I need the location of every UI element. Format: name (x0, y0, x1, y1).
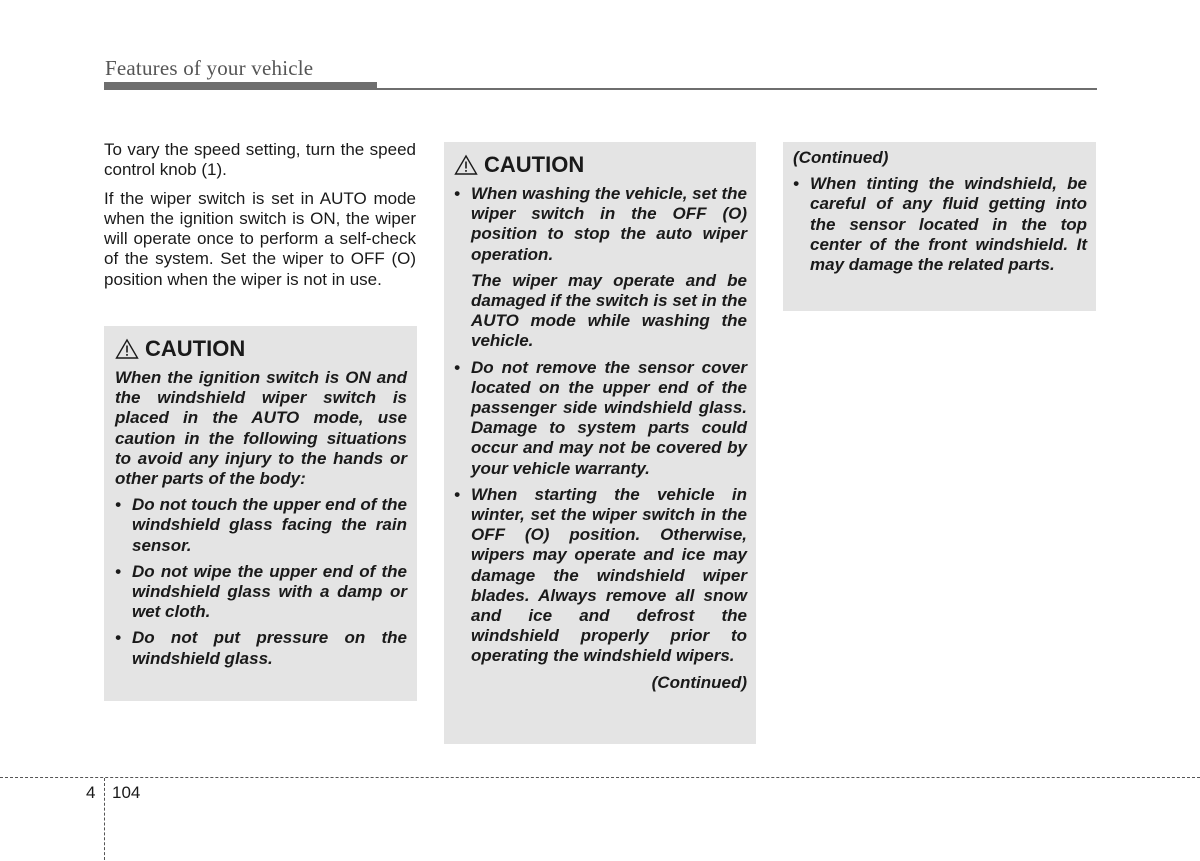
caution-title-left: CAUTION (145, 336, 246, 361)
bullet-glyph: • (454, 357, 460, 377)
footer-dashed-rule (0, 777, 1200, 778)
footer-vertical-dashed-rule (104, 778, 105, 860)
section-number: 4 (86, 783, 96, 802)
bullet-glyph: • (115, 628, 121, 648)
list-item (454, 485, 747, 667)
bullet-text: Do not touch the upper end of the windshield glass facing the rain sensor. (132, 495, 407, 555)
list-item (454, 184, 747, 265)
caution-title-middle: CAUTION (484, 152, 585, 177)
paragraph-auto-mode: If the wiper switch is set in AUTO mode when the ignition switch is ON, the wiper will operate once to perform a self-check of the system. Set the wiper to OFF (O) position when the wiper is not in use. (104, 188, 416, 289)
bullet-glyph: • (454, 484, 460, 504)
bullet-text: When tinting the windshield, be careful of any fluid getting into the sensor located in the top center of the front windshield. It may damage the related parts. (810, 174, 1087, 275)
list-item (115, 562, 407, 623)
caution-heading-middle (454, 152, 747, 178)
bullet-text: When washing the vehicle, set the wiper switch in the OFF (O) position to stop the auto wiper operation. (471, 184, 747, 264)
bullet-sub-paragraph: The wiper may operate and be damaged if the switch is set in the AUTO mode while washing the vehicle. (471, 270, 747, 351)
bullet-glyph: • (793, 174, 799, 194)
caution-box-left (104, 326, 417, 701)
bullet-glyph: • (454, 184, 460, 203)
bullet-glyph: • (115, 561, 121, 581)
warning-triangle-icon (454, 154, 478, 176)
list-item (115, 495, 407, 556)
list-item (793, 174, 1087, 275)
bullet-text: When starting the vehicle in winter, set the wiper switch in the OFF (O) position. Otherwise, wipers may operate and ice may damage the windshield wiper blades. Always remove all snow and ice and defrost the windshield properly prior to operating the windshield wipers. (471, 484, 747, 666)
bullet-text: Do not wipe the upper end of the windshield glass with a damp or wet cloth. (132, 561, 407, 622)
bullet-glyph: • (115, 495, 121, 515)
caution-box-right (783, 142, 1096, 311)
caution-box-middle (444, 142, 756, 744)
header-rule-thin (104, 88, 1097, 90)
page-number: 104 (112, 783, 141, 802)
bullet-text: Do not remove the sensor cover located on the upper end of the passenger side windshield glass. Damage to system parts could occur and may not be covered by your vehicle warranty. (471, 357, 747, 478)
caution-heading-left (115, 336, 407, 362)
list-item (115, 628, 407, 668)
warning-triangle-icon (115, 338, 139, 360)
left-column-text (104, 140, 416, 298)
continued-label-middle: (Continued) (651, 672, 747, 692)
paragraph-speed-setting: To vary the speed setting, turn the speed control knob (1). (104, 140, 416, 180)
page-header-title: Features of your vehicle (105, 56, 314, 80)
list-item (454, 358, 747, 479)
caution-intro-left: When the ignition switch is ON and the windshield wiper switch is placed in the AUTO mode, use caution in the following situations to avoid any injury to the hands or other parts of the body: (115, 368, 407, 489)
bullet-text: Do not put pressure on the windshield glass. (132, 628, 407, 668)
continued-label-right: (Continued) (793, 148, 889, 167)
